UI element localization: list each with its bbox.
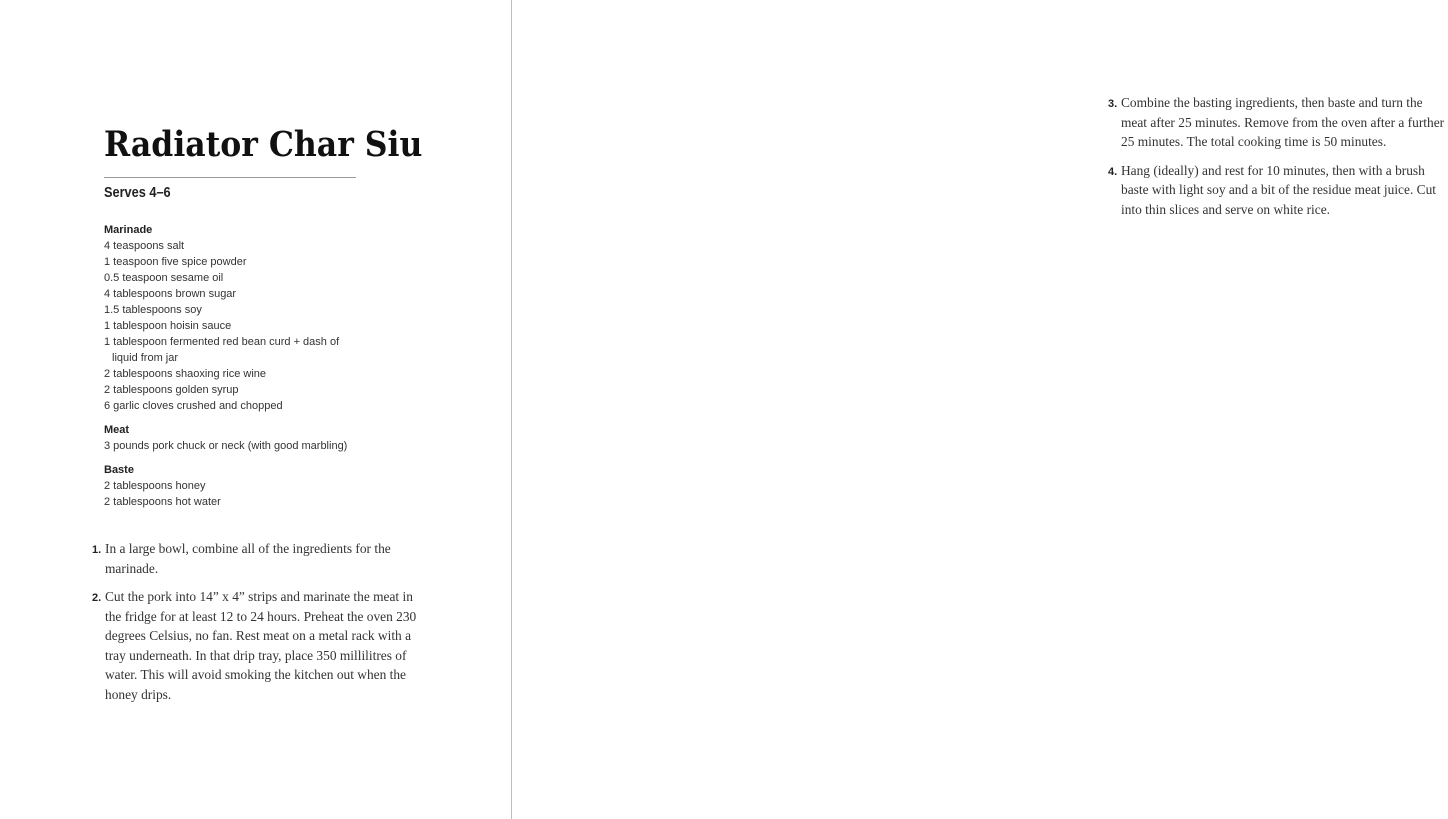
ingredient-item: 2 tablespoons honey	[104, 480, 206, 492]
ingredient-item: 2 tablespoons golden syrup	[104, 384, 239, 396]
step-text: Cut the pork into 14” x 4” strips and marinate the meat in the fridge for at least 12 to 24 hours. Preheat the oven 230 degrees Celsius, no fan. Rest meat on a metal rack with a tray underneath. In that drip tray, place 350 millilitres of water. This will avoid smoking the kitchen out when the honey drips.	[105, 589, 417, 702]
ingredient-group-heading: Meat	[104, 424, 130, 436]
step-number: 4.	[1108, 165, 1118, 178]
step-number: 3.	[1108, 98, 1118, 110]
ingredient-item: 2 tablespoons shaoxing rice wine	[104, 368, 267, 380]
recipe-title: Radiator Char Siu	[104, 124, 423, 165]
ingredient-item: 2 tablespoons hot water	[104, 496, 221, 508]
ingredient-item: 0.5 teaspoon sesame oil	[104, 272, 224, 284]
right-page	[512, 0, 1445, 819]
ingredient-group-heading: Baste	[104, 464, 134, 476]
step-text: Combine the basting ingredients, then baste and turn the meat after 25 minutes. Remove from the oven after a further 25 minutes. The total cooking time is 50 minutes.	[1121, 95, 1445, 149]
method-step	[1108, 161, 1448, 220]
method-steps-right	[1108, 93, 1448, 228]
step-number: 2.	[92, 592, 102, 604]
step-text: In a large bowl, combine all of the ingredients for the marinade.	[105, 541, 391, 576]
ingredient-item: 4 teaspoons salt	[104, 240, 185, 252]
method-step	[92, 587, 432, 704]
ingredient-item: 1.5 tablespoons soy	[104, 304, 202, 316]
ingredient-item: 1 tablespoon hoisin sauce	[104, 320, 232, 332]
method-step	[92, 539, 432, 578]
ingredient-item: 3 pounds pork chuck or neck (with good marbling)	[104, 440, 348, 452]
title-divider	[104, 177, 356, 178]
ingredient-item: 1 teaspoon five spice powder	[104, 256, 247, 268]
ingredient-item: 6 garlic cloves crushed and chopped	[104, 400, 283, 412]
ingredient-group-meat	[104, 422, 364, 454]
ingredient-group-marinade	[104, 222, 364, 414]
ingredient-group-baste	[104, 462, 364, 510]
serves-label: Serves 4–6	[104, 184, 171, 201]
step-text: Hang (ideally) and rest for 10 minutes, then with a brush baste with light soy and a bit of the residue meat juice. Cut into thin slices and serve on white rice.	[1121, 162, 1436, 217]
method-steps-left	[92, 539, 432, 713]
ingredient-item: 4 tablespoons brown sugar	[104, 288, 237, 300]
step-number: 1.	[92, 544, 102, 556]
ingredient-group-heading: Marinade	[104, 224, 153, 236]
ingredient-item: 1 tablespoon fermented red bean curd + dash of liquid from jar	[104, 336, 340, 364]
ingredients-list	[104, 222, 364, 518]
left-page	[0, 0, 511, 819]
method-step	[1108, 93, 1448, 152]
